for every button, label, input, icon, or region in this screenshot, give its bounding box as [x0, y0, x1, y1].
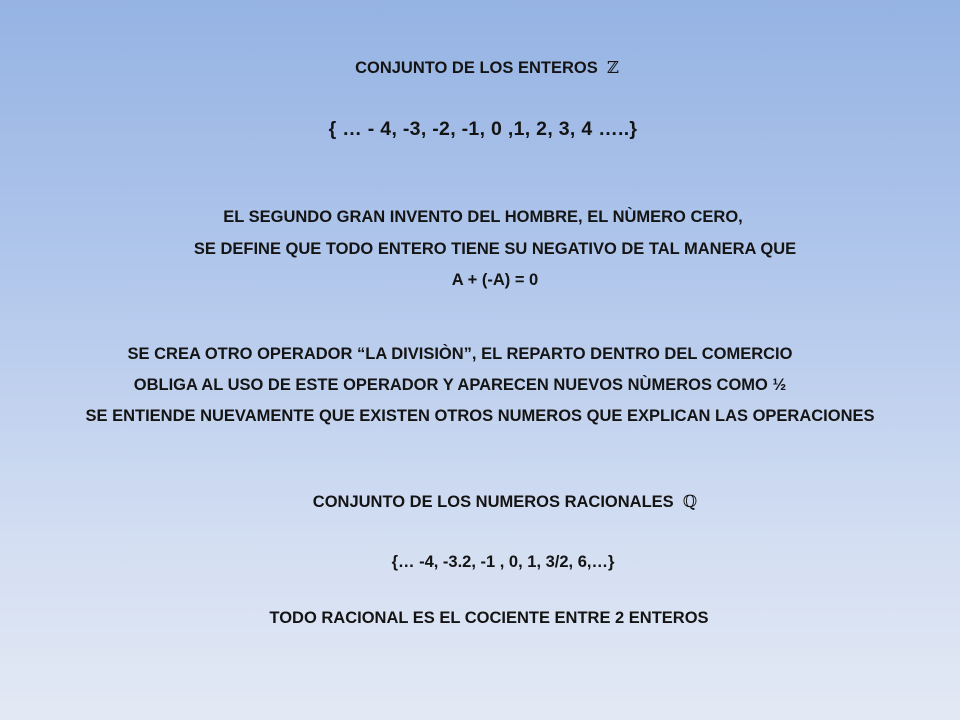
zero-line-1: EL SEGUNDO GRAN INVENTO DEL HOMBRE, EL NÙMERO CERO, [223, 208, 743, 226]
rationals-note: TODO RACIONAL ES EL COCIENTE ENTRE 2 ENTEROS [269, 609, 709, 627]
rationals-title: CONJUNTO DE LOS NUMEROS RACIONALES [312, 493, 674, 511]
division-line-1: SE CREA OTRO OPERADOR “LA DIVISIÒN”, EL REPARTO DENTRO DEL COMERCIO [127, 345, 793, 363]
integers-heading [0, 58, 960, 78]
rationals-symbol: ℚ [682, 492, 698, 511]
integers-set: { … - 4, -3, -2, -1, 0 ,1, 2, 3, 4 …..} [328, 118, 638, 140]
integers-symbol: ℤ [606, 58, 619, 77]
rationals-heading [0, 492, 960, 512]
division-line-2: OBLIGA AL USO DE ESTE OPERADOR Y APARECEN NUEVOS NÙMEROS COMO ½ [133, 376, 787, 394]
zero-line-3: A + (-A) = 0 [451, 271, 539, 289]
integers-title: CONJUNTO DE LOS ENTEROS [355, 59, 598, 77]
division-line-3: SE ENTIENDE NUEVAMENTE QUE EXISTEN OTROS NUMEROS QUE EXPLICAN LAS OPERACIONES [85, 407, 875, 425]
rationals-set: {… -4, -3.2, -1 , 0, 1, 3/2, 6,…} [391, 553, 615, 571]
zero-line-2: SE DEFINE QUE TODO ENTERO TIENE SU NEGATIVO DE TAL MANERA QUE [193, 240, 797, 258]
